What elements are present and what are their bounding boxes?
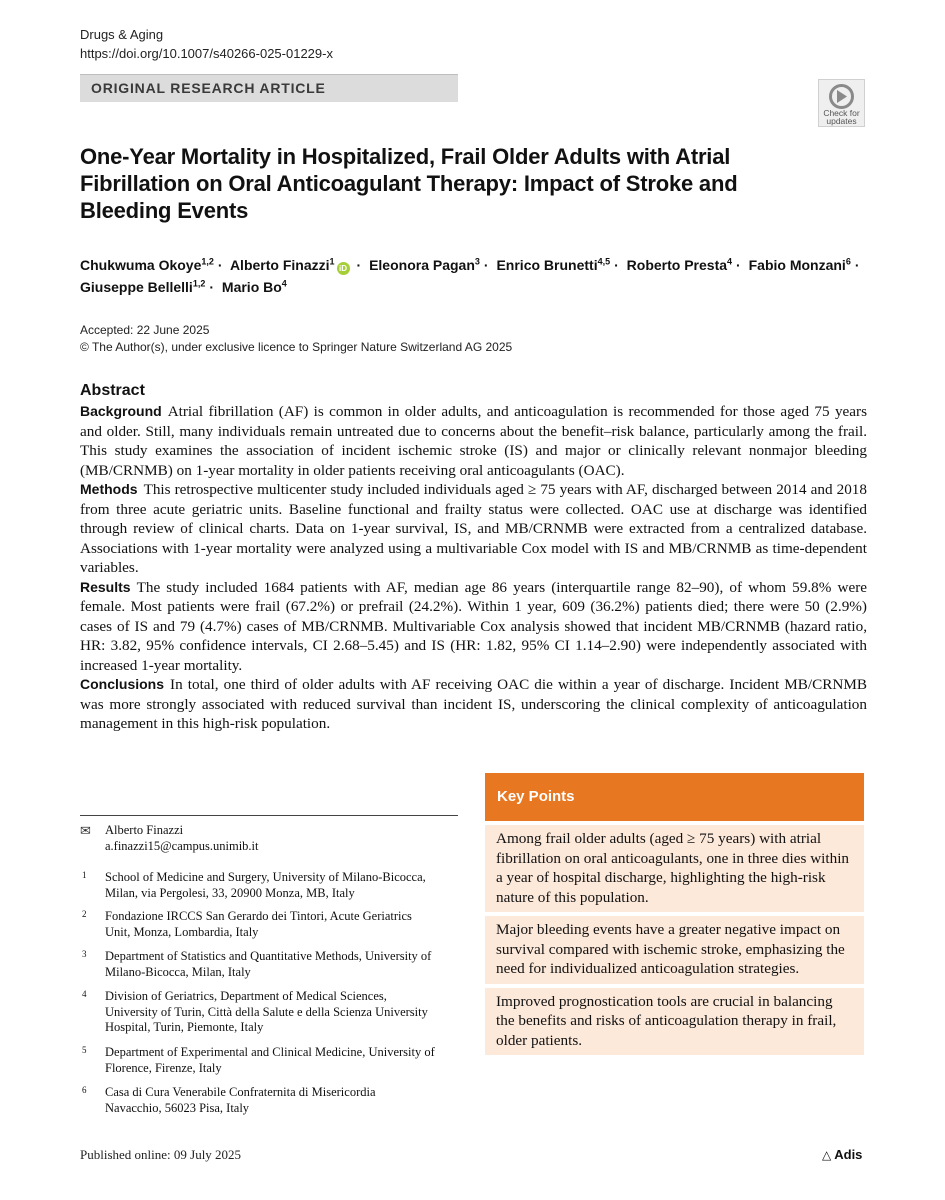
correspondence-block <box>80 822 460 854</box>
affiliation-item <box>80 870 460 901</box>
abstract-section-conclusions <box>80 675 867 734</box>
separator: · <box>209 279 215 295</box>
check-for-updates-badge[interactable] <box>818 79 865 127</box>
abstract-section-methods <box>80 480 867 578</box>
author-name[interactable]: Eleonora Pagan <box>369 257 475 273</box>
publisher-logo <box>822 1147 862 1162</box>
affiliation-number: 6 <box>82 1085 87 1095</box>
affiliation-text: Department of Statistics and Quantitative Methods, University of Milano-Bicocca, Milan, Italy <box>105 949 432 979</box>
author-affiliation-ref: 1,2 <box>192 278 206 289</box>
author-name[interactable]: Chukwuma Okoye <box>80 257 202 273</box>
affiliation-number: 3 <box>82 949 87 959</box>
key-point-item: Among frail older adults (aged ≥ 75 years) with atrial fibrillation on oral anticoagulants, one in three dies within a year of hospital discharge, highlighting the high-risk nature of this population. <box>485 825 864 912</box>
section-label: Methods <box>80 481 138 497</box>
affiliation-text: Fondazione IRCCS San Gerardo dei Tintori, Acute Geriatrics Unit, Monza, Lombardia, Italy <box>105 909 412 939</box>
author-name[interactable]: Roberto Presta <box>626 257 728 273</box>
affiliation-text: Division of Geriatrics, Department of Medical Sciences, University of Turin, Città della Salute e della Scienza University Hospital, Turin, Piemonte, Italy <box>105 989 428 1034</box>
affiliation-number: 1 <box>82 870 87 880</box>
article-type-banner <box>80 74 458 102</box>
separator: · <box>736 257 741 273</box>
author-affiliation-ref: 1 <box>329 256 335 267</box>
section-label: Background <box>80 403 162 419</box>
affiliation-text: Department of Experimental and Clinical Medicine, University of Florence, Firenze, Italy <box>105 1045 435 1075</box>
envelope-icon: ✉ <box>80 824 91 839</box>
journal-name: Drugs & Aging <box>80 27 164 42</box>
key-point-item: Major bleeding events have a greater negative impact on survival compared with ischemic stroke, emphasizing the need for individualized anticoagulation strategies. <box>485 916 864 984</box>
check-updates-line2: updates <box>826 116 857 126</box>
author-name[interactable]: Enrico Brunetti <box>496 257 598 273</box>
separator: · <box>483 257 489 273</box>
copyright-notice: © The Author(s), under exclusive licence to Springer Nature Switzerland AG 2025 <box>80 340 513 354</box>
affiliation-text: School of Medicine and Surgery, University of Milano-Bicocca, Milan, via Pergolesi, 33, 20900 Monza, MB, Italy <box>105 870 426 900</box>
accepted-date: Accepted: 22 June 2025 <box>80 323 210 337</box>
publisher-name: Adis <box>834 1147 863 1162</box>
affiliation-text: Casa di Cura Venerabile Confraternita di Misericordia Navacchio, 56023 Pisa, Italy <box>105 1085 376 1115</box>
section-text: Atrial fibrillation (AF) is common in older adults, and anticoagulation is recommended for those aged 75 years and older. Still, many individuals remain untreated due to concerns about the benefit–risk balance, particularly among the frail. This study examines the association of incident ischemic stroke (IS) and major or clinically relevant nonmajor bleeding (MB/CRNMB) on 1-year mortality in older patients receiving oral anticoagulants (OAC). <box>80 403 867 479</box>
separator: · <box>217 257 223 273</box>
section-text: The study included 1684 patients with AF, median age 86 years (interquartile range 82–90), of whom 59.8% were female. Most patients were frail (67.2%) or prefrail (24.2%). Within 1 year, 609 (36.2%) patients died; there were 50 (2.9%) cases of IS and 79 (4.7%) cases of MB/CRNMB. Multivariable Cox analysis showed that incident MB/CRNMB (hazard ratio, HR: 3.82, 95% confidence intervals, CI 2.68–5.45) and IS (HR: 1.82, 95% CI 1.14–2.90) were independently associated with increased 1-year mortality. <box>80 578 867 674</box>
affiliation-number: 5 <box>82 1045 87 1055</box>
author-name[interactable]: Giuseppe Bellelli <box>80 279 193 295</box>
affiliation-number: 4 <box>82 989 87 999</box>
section-text: In total, one third of older adults with AF receiving OAC die within a year of discharge. Incident MB/CRNMB was more strongly associated with reduced survival than incident IS, underscoring the clinical complexity of anticoagulation management in this high-risk population. <box>80 676 867 732</box>
author-affiliation-ref: 4 <box>727 256 733 267</box>
section-text: This retrospective multicenter study included individuals aged ≥ 75 years with AF, discharged between 2014 and 2018 from three acute geriatric units. Baseline functional and frailty status were collected. OAC use at discharge was identified through review of clinical charts. Data on 1-year survival, IS, and MB/CRNMB were extracted from a centralized database. Associations with 1-year mortality were analyzed using a multivariable Cox model with IS and MB/CRNMB as time-dependent variables. <box>80 481 867 576</box>
abstract-body <box>80 402 867 734</box>
section-label: Results <box>80 578 131 595</box>
affiliations-divider <box>80 815 458 816</box>
separator: · <box>356 257 362 273</box>
orcid-icon[interactable]: iD <box>337 262 350 275</box>
author-list <box>80 254 870 298</box>
author-affiliation-ref: 4 <box>281 278 287 289</box>
article-type-label: ORIGINAL RESEARCH ARTICLE <box>91 80 326 96</box>
adis-triangle-icon: △ <box>822 1148 832 1162</box>
affiliation-item <box>80 949 460 980</box>
section-label: Conclusions <box>80 676 165 692</box>
doi-link[interactable]: https://doi.org/10.1007/s40266-025-01229-x <box>80 46 333 61</box>
correspondence-name: Alberto Finazzi <box>105 823 184 837</box>
affiliation-item <box>80 1045 460 1076</box>
author-affiliation-ref: 3 <box>474 256 480 267</box>
author-name[interactable]: Mario Bo <box>221 279 282 295</box>
check-updates-line1: Check for <box>823 108 860 118</box>
published-date: Published online: 09 July 2025 <box>80 1147 242 1162</box>
affiliation-item <box>80 909 460 940</box>
key-points-heading: Key Points <box>485 773 864 821</box>
separator: · <box>854 257 860 273</box>
affiliation-number: 2 <box>82 909 87 919</box>
abstract-heading: Abstract <box>80 382 145 399</box>
key-point-item: Improved prognostication tools are crucial in balancing the benefits and risks of anticoagulation therapy in frail, older patients. <box>485 988 864 1056</box>
affiliation-item <box>80 1085 460 1116</box>
article-title: One-Year Mortality in Hospitalized, Frail Older Adults with Atrial Fibrillation on Oral Anticoagulant Therapy: Impact of Stroke and Bleeding Events <box>80 144 738 223</box>
author-affiliation-ref: 6 <box>845 256 851 267</box>
author-name[interactable]: Alberto Finazzi <box>229 257 330 273</box>
abstract-section-results <box>80 578 867 676</box>
key-points-box <box>485 773 864 1055</box>
author-name[interactable]: Fabio Monzani <box>748 257 846 273</box>
author-affiliation-ref: 4,5 <box>597 256 611 267</box>
affiliation-item <box>80 989 460 1036</box>
correspondence-email[interactable]: a.finazzi15@campus.unimib.it <box>105 839 259 853</box>
abstract-section-background <box>80 402 867 480</box>
check-updates-icon <box>828 83 855 110</box>
separator: · <box>614 257 619 273</box>
author-affiliation-ref: 1,2 <box>201 256 214 267</box>
